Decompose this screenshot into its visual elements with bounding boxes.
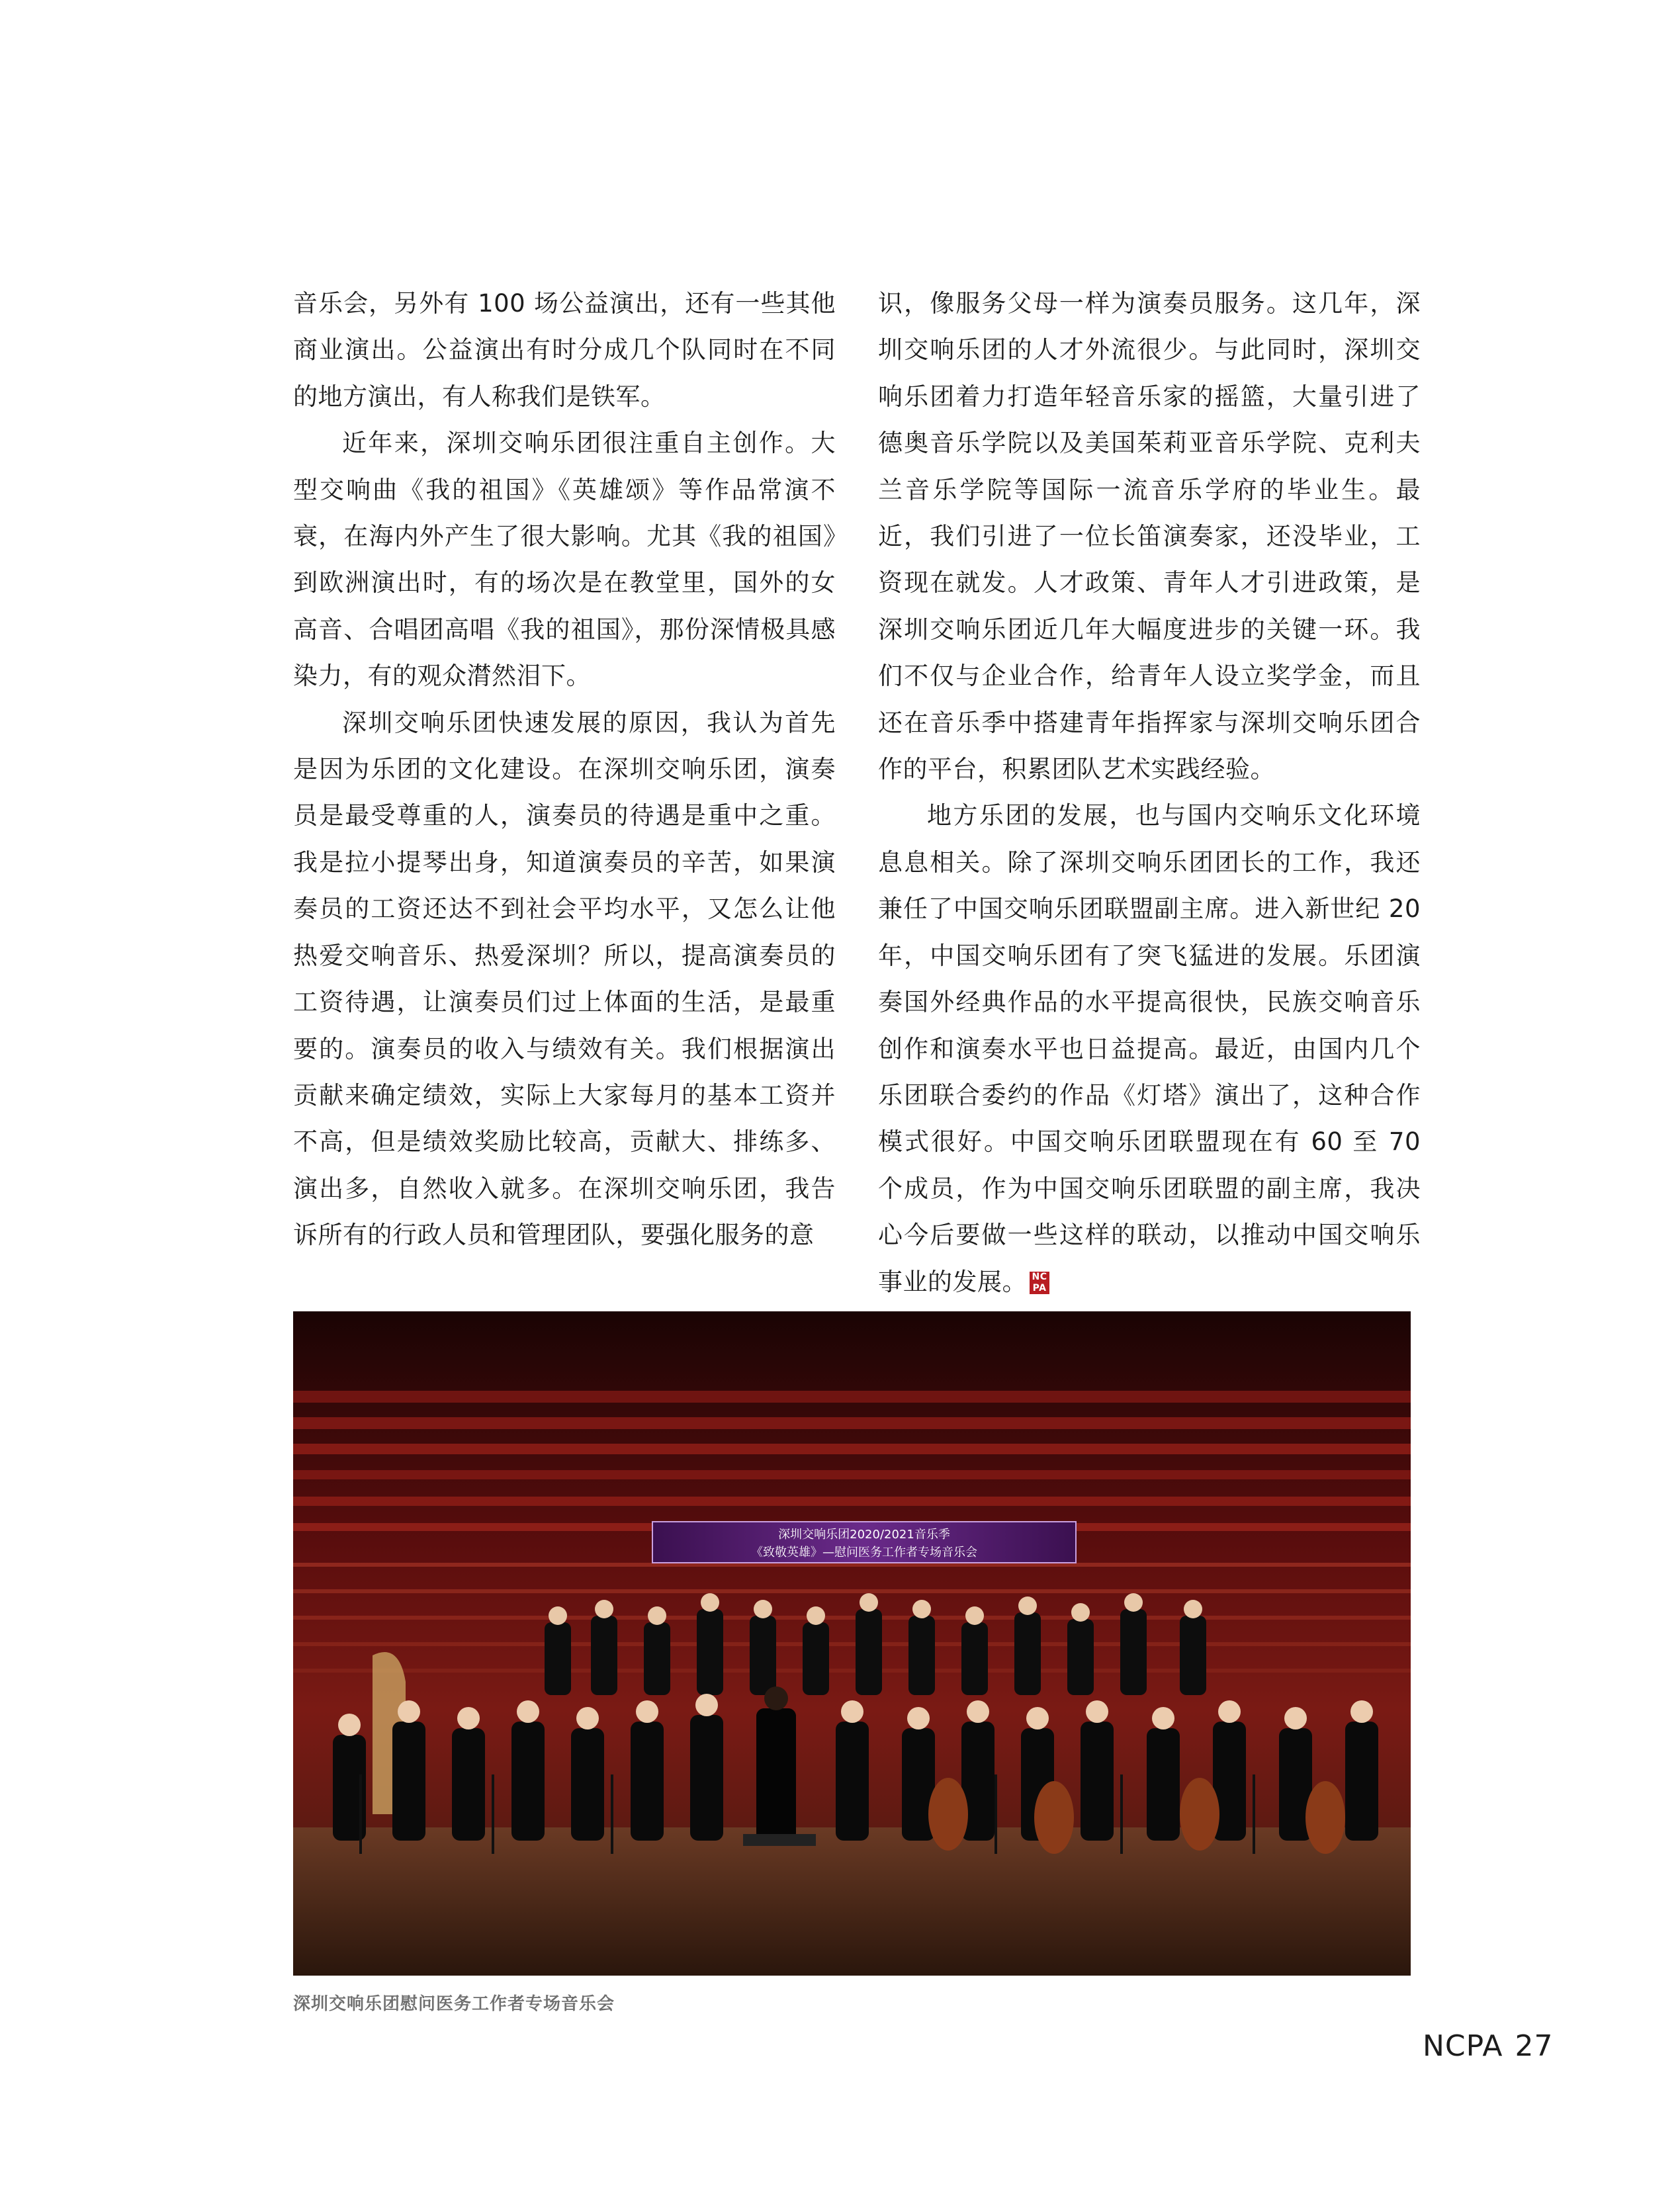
article-paragraph: 近年来，深圳交响乐团很注重自主创作。大型交响曲《我的祖国》《英雄颂》等作品常演不衰，在海内外产生了很大影响。尤其《我的祖国》到欧洲演出时，有的场次是在教堂里，国外的女高音、合唱团高唱《我的祖国》，那份深情极具感染力，有的观众潸然泪下。: [293, 429, 836, 691]
article-paragraph: 音乐会，另外有 100 场公益演出，还有一些其他商业演出。公益演出有时分成几个队同时在不同的地方演出，有人称我们是铁军。: [293, 289, 836, 411]
banner-line-2: 《致敬英雄》—慰问医务工作者专场音乐会: [751, 1546, 977, 1559]
article-paragraph: 识，像服务父母一样为演奏员服务。这几年，深圳交响乐团的人才外流很少。与此同时，深圳交响乐团着力打造年轻音乐家的摇篮，大量引进了德奥音乐学院以及美国茱莉亚音乐学院、克利夫兰音乐学院等国际一流音乐学府的毕业生。最近，我们引进了一位长笛演奏家，还没毕业，工资现在就发。人才政策、青年人才引进政策，是深圳交响乐团近几年大幅度进步的关键一环。我们不仅与企业合作，给青年人设立奖学金，而且还在音乐季中搭建青年指挥家与深圳交响乐团合作的平台，积累团队艺术实践经验。: [878, 289, 1421, 784]
orchestra-photo: [293, 1311, 1411, 1976]
stage-floor: [293, 1827, 1411, 1976]
page-number: 27: [1515, 2029, 1554, 2063]
article-paragraph: 深圳交响乐团快速发展的原因，我认为首先是因为乐团的文化建设。在深圳交响乐团，演奏员是最受尊重的人，演奏员的待遇是重中之重。我是拉小提琴出身，知道演奏员的辛苦，如果演奏员的工资还达不到社会平均水平，又怎么让他热爱交响音乐、热爱深圳？所以，提高演奏员的工资待遇，让演奏员们过上体面的生活，是最重要的。演奏员的收入与绩效有关。我们根据演出贡献来确定绩效，实际上大家每月的基本工资并不高，但是绩效奖励比较高，贡献大、排练多、演出多，自然收入就多。在深圳交响乐团，我告诉所有的行政人员和管理团队，要强化服务的意: [293, 708, 836, 1250]
concert-banner: [652, 1522, 1076, 1563]
article-paragraph-last: [878, 793, 1421, 1305]
photo-caption: 深圳交响乐团慰问医务工作者专场音乐会: [293, 1994, 615, 2014]
page-folio: [1423, 2029, 1553, 2063]
banner-line-1: 深圳交响乐团2020/2021音乐季: [778, 1528, 950, 1542]
article-column-left: [293, 281, 836, 1259]
ncpa-end-mark-icon: NC PA: [1030, 1272, 1049, 1294]
article-column-right: [878, 281, 1421, 1305]
article-paragraph-text: 地方乐团的发展，也与国内交响乐文化环境息息相关。除了深圳交响乐团团长的工作，我还兼任了中国交响乐团联盟副主席。进入新世纪 20 年，中国交响乐团有了突飞猛进的发展。乐团演奏国外经典作品的水平提高很快，民族交响音乐创作和演奏水平也日益提高。最近，由国内几个乐团联合委约的作品《灯塔》演出了，这种合作模式很好。中国交响乐团联盟现在有 60 至 70 个成员，作为中国交响乐团联盟的副主席，我决心今后要做一些这样的联动，以推动中国交响乐事业的发展。: [878, 801, 1421, 1296]
magazine-name: NCPA: [1423, 2029, 1503, 2063]
